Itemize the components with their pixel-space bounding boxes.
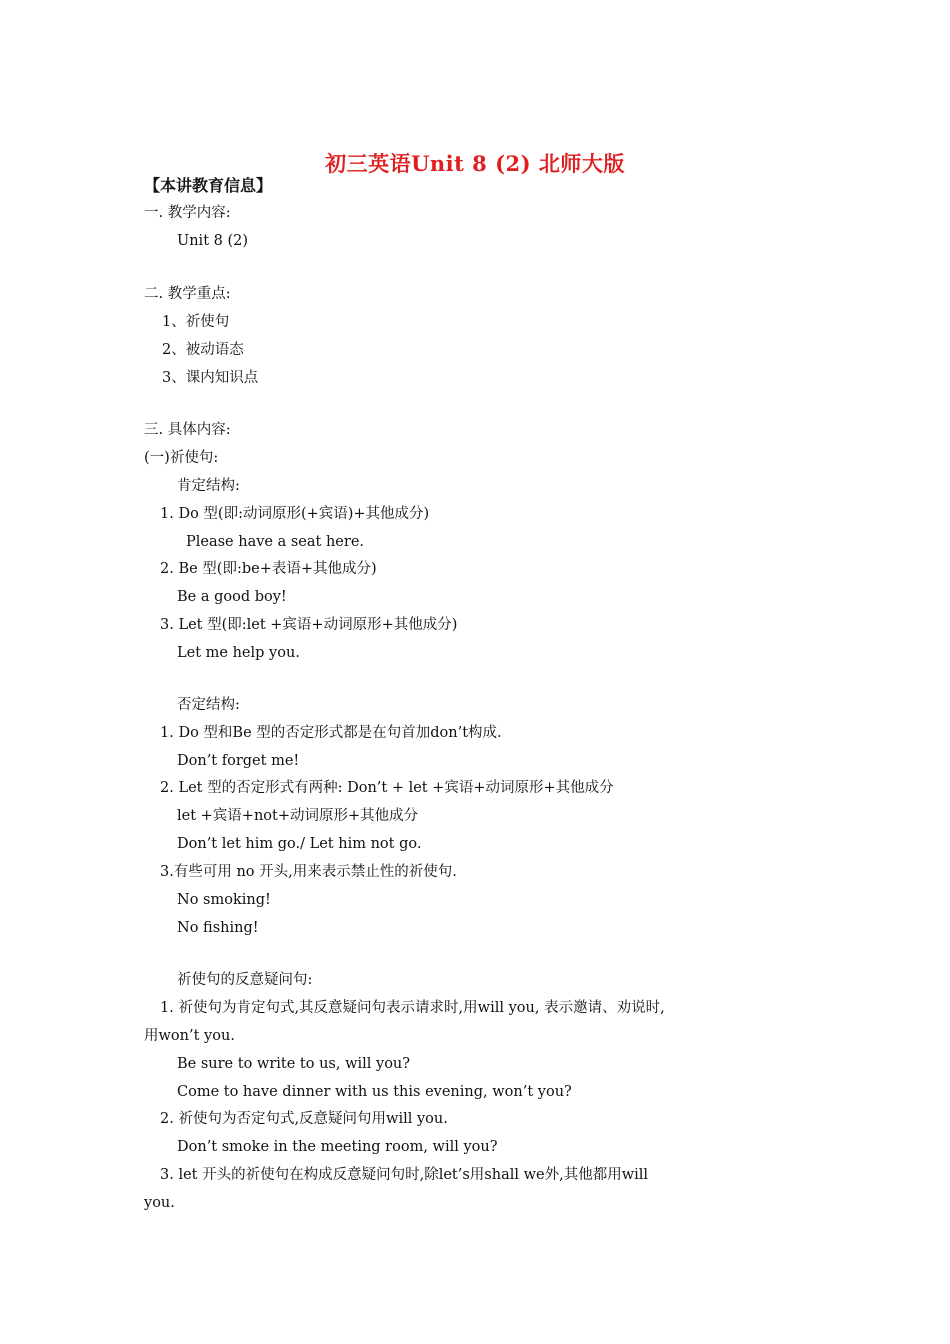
paragraph-line: 祈使句的反意疑问句: (177, 972, 313, 988)
example-line: Please have a seat here. (186, 534, 365, 550)
paragraph-line: 3.有些可用 no 开头,用来表示禁止性的祈使句. (160, 864, 457, 880)
paragraph-line: 1. Do 型(即:动词原形(+宾语)+其他成分) (160, 506, 430, 522)
focus-item: 1、祈使句 (162, 314, 230, 330)
paragraph-line: 肯定结构: (177, 478, 240, 494)
example-line: Let me help you. (177, 645, 300, 661)
paragraph-line: 用won’t you. (144, 1028, 235, 1044)
subsection-heading: (一)祈使句: (144, 450, 219, 466)
paragraph-line: 2. Let 型的否定形式有两种: Don’t + let +宾语+动词原形+其他成分 (160, 780, 614, 796)
section-header-info: 【本讲教育信息】 (144, 176, 273, 195)
example-line: Don’t let him go./ Let him not go. (177, 836, 422, 852)
section-heading-content: 一. 教学内容: (144, 205, 231, 221)
example-line: Don’t forget me! (177, 753, 300, 769)
example-line: Be a good boy! (177, 589, 287, 605)
paragraph-line: 1. Do 型和Be 型的否定形式都是在句首加don’t构成. (160, 725, 502, 741)
paragraph-line: you. (144, 1195, 175, 1211)
paragraph-line: let +宾语+not+动词原形+其他成分 (177, 808, 419, 824)
example-line: Be sure to write to us, will you? (177, 1056, 411, 1072)
paragraph-line: 2. Be 型(即:be+表语+其他成分) (160, 561, 377, 577)
example-line: No smoking! (177, 892, 271, 908)
focus-item: 3、课内知识点 (162, 370, 259, 386)
paragraph-line: 2. 祈使句为否定句式,反意疑问句用will you. (160, 1111, 448, 1127)
document-title: 初三英语Unit 8 (2) 北师大版 (325, 151, 625, 176)
section-heading-focus: 二. 教学重点: (144, 286, 231, 302)
section-heading-details: 三. 具体内容: (144, 422, 231, 438)
example-line: Don’t smoke in the meeting room, will you? (177, 1139, 498, 1155)
paragraph-line: 否定结构: (177, 697, 240, 713)
paragraph-line: 3. let 开头的祈使句在构成反意疑问句时,除let’s用shall we外,其他都用will (160, 1167, 649, 1183)
paragraph-line: 3. Let 型(即:let +宾语+动词原形+其他成分) (160, 617, 458, 633)
example-line: No fishing! (177, 920, 259, 936)
paragraph-line: 1. 祈使句为肯定句式,其反意疑问句表示请求时,用will you, 表示邀请、劝说时, (160, 1000, 665, 1016)
focus-item: 2、被动语态 (162, 342, 244, 358)
example-line: Come to have dinner with us this evening, won’t you? (177, 1084, 572, 1100)
content-text: Unit 8 (2) (177, 233, 249, 249)
